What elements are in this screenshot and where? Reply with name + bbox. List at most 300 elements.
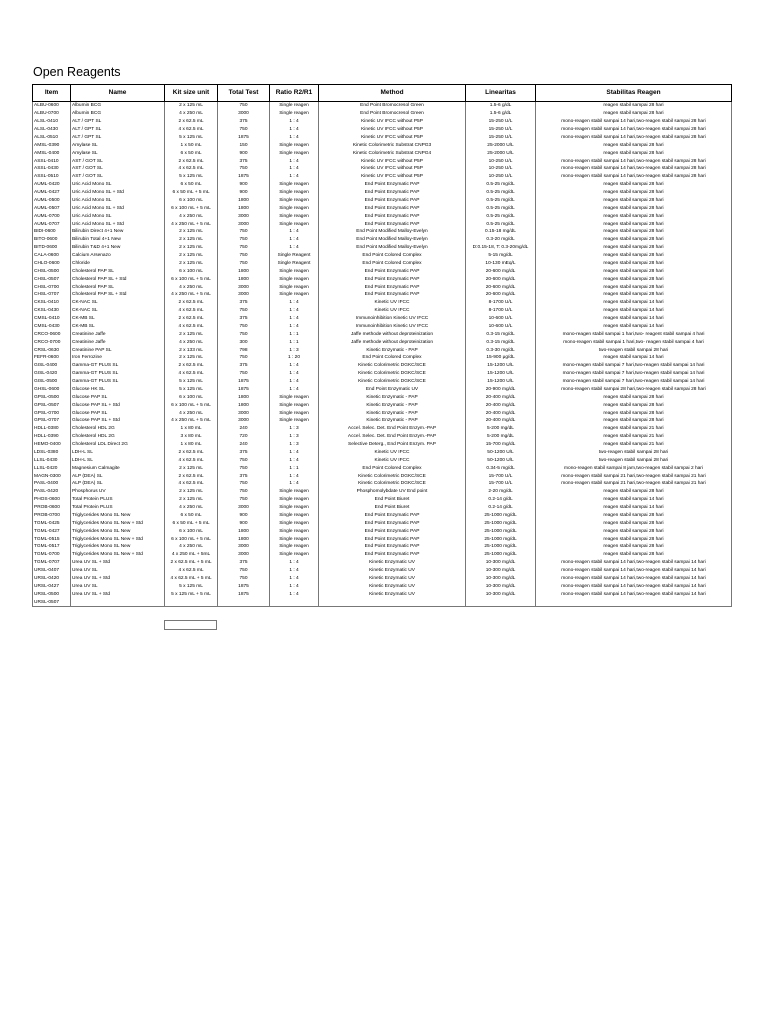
col-header-method: Method: [319, 85, 466, 102]
cell-name: Albumin BCG: [71, 110, 165, 118]
cell-item: ALSL-0410: [33, 118, 71, 126]
cell-total-test: 3000: [218, 551, 270, 559]
cell-method: End Point Enzymatic PAP: [319, 535, 466, 543]
cell-total-test: 3000: [218, 417, 270, 425]
cell-total-test: 1875: [218, 590, 270, 598]
cell-linearitas: 15-700 mg/dL: [466, 441, 536, 449]
cell-method: Kinetic UV IFCC without P5P: [319, 165, 466, 173]
cell-total-test: 900: [218, 189, 270, 197]
cell-method: Kinetic UV IFCC: [319, 449, 466, 457]
cell-linearitas: 50-1200 U/L: [466, 456, 536, 464]
cell-ratio: Single reagen: [270, 181, 319, 189]
cell-total-test: 900: [218, 512, 270, 520]
cell-method: Kinetic Enzymatic - PAP: [319, 393, 466, 401]
table-row: [33, 409, 732, 417]
cell-stabilitas: reagen stabil sampai 14 hari: [536, 504, 732, 512]
table-row: [33, 472, 732, 480]
cell-total-test: 798: [218, 346, 270, 354]
cell-item: AUML-0427: [33, 189, 71, 197]
cell-name: Chloride: [71, 260, 165, 268]
cell-kit-size: 6 x 100 mL: [165, 393, 218, 401]
cell-name: Cholesterol PAP SL + Std: [71, 275, 165, 283]
table-row: [33, 307, 732, 315]
cell-linearitas: 25-2000 U/L: [466, 141, 536, 149]
cell-name: Iron Ferrozine: [71, 354, 165, 362]
cell-name: CK-MB SL: [71, 315, 165, 323]
cell-method: End Point Modified Malloy-Evelyn: [319, 228, 466, 236]
col-header-ratio: Ratio R2/R1: [270, 85, 319, 102]
cell-ratio: 1 : 1: [270, 338, 319, 346]
cell-name: AST / GOT SL: [71, 165, 165, 173]
cell-stabilitas: mono-reagen stabil sampai 14 hari,two-reagen stabil sampai 14 hari: [536, 567, 732, 575]
cell-total-test: 1800: [218, 535, 270, 543]
cell-stabilitas: mono-reagen stabil sampai 7 hari,two-reagen stabil sampai 14 hari: [536, 370, 732, 378]
cell-item: ALBU-0600: [33, 102, 71, 110]
cell-total-test: 750: [218, 354, 270, 362]
cell-linearitas: 15-250 U/L: [466, 118, 536, 126]
cell-kit-size: 6 x 50 mL: [165, 149, 218, 157]
cell-method: End Point Enzymatic PAP: [319, 212, 466, 220]
cell-item: GISL-0500: [33, 378, 71, 386]
cell-name: Amylase SL: [71, 149, 165, 157]
cell-total-test: 1800: [218, 393, 270, 401]
cell-method: Kinetic UV IFCC without P5P: [319, 118, 466, 126]
cell-method: End Point Colored Complex: [319, 354, 466, 362]
cell-method: Kinetic Colorimetric Substrat CNPG3: [319, 141, 466, 149]
cell-stabilitas: reagen stabil sampai 28 hari: [536, 417, 732, 425]
cell-linearitas: 10-300 mg/dL: [466, 559, 536, 567]
cell-method: Kinetic Colorimetric DGKC/SCE: [319, 362, 466, 370]
cell-stabilitas: reagen stabil sampai 28 hari: [536, 551, 732, 559]
table-row: [33, 315, 732, 323]
cell-total-test: 375: [218, 157, 270, 165]
cell-ratio: 1 : 4: [270, 362, 319, 370]
cell-ratio: 1 : 4: [270, 134, 319, 142]
cell-kit-size: 1 x 80 mL: [165, 441, 218, 449]
cell-linearitas: 0.5-25 mg/dL: [466, 197, 536, 205]
cell-name: Creatinine PAP SL: [71, 346, 165, 354]
cell-item: URSL-0500: [33, 590, 71, 598]
cell-total-test: 375: [218, 559, 270, 567]
table-row: [33, 252, 732, 260]
table-row: [33, 165, 732, 173]
cell-item: AUML-0500: [33, 197, 71, 205]
cell-ratio: Single reagen: [270, 401, 319, 409]
table-row: [33, 519, 732, 527]
cell-ratio: 1 : 4: [270, 118, 319, 126]
cell-ratio: Single reagen: [270, 527, 319, 535]
cell-name: Glucose HK SL: [71, 386, 165, 394]
cell-stabilitas: reagen stabil sampai 28 hari: [536, 236, 732, 244]
table-row: [33, 330, 732, 338]
cell-total-test: 3000: [218, 504, 270, 512]
table-row: [33, 456, 732, 464]
cell-kit-size: 5 x 125 mL: [165, 134, 218, 142]
cell-kit-size: 2 x 62.5 mL: [165, 157, 218, 165]
cell-method: Accel. Selec. Det. End Point Enzym.-PAP: [319, 425, 466, 433]
cell-name: Bilirubin Total 4+1 New: [71, 236, 165, 244]
cell-kit-size: 6 x 100 mL + 5 mL: [165, 204, 218, 212]
cell-name: Glucose PAP SL + Std: [71, 417, 165, 425]
cell-name: ALP (DEA) SL: [71, 472, 165, 480]
cell-method: Kinetic Enzymatic UV: [319, 575, 466, 583]
table-row: [33, 157, 732, 165]
cell-linearitas: 2-20 mg/dL: [466, 488, 536, 496]
cell-ratio: Single reagen: [270, 220, 319, 228]
table-row: [33, 291, 732, 299]
cell-item: GISL-0400: [33, 362, 71, 370]
cell-kit-size: 5 x 125 mL: [165, 582, 218, 590]
cell-kit-size: 4 x 62.5 mL: [165, 307, 218, 315]
cell-total-test: 750: [218, 165, 270, 173]
cell-name: Urea UV SL + Std: [71, 559, 165, 567]
cell-ratio: 1 : 4: [270, 244, 319, 252]
cell-linearitas: 10-300 mg/dL: [466, 575, 536, 583]
cell-linearitas: 20-400 mg/dL: [466, 393, 536, 401]
cell-ratio: 1 : 1: [270, 330, 319, 338]
cell-stabilitas: reagen stabil sampai 28 hari: [536, 204, 732, 212]
cell-method: Kinetic UV IFCC without P5P: [319, 173, 466, 181]
cell-item: HEMO-0400: [33, 441, 71, 449]
table-row: [33, 575, 732, 583]
cell-ratio: 1 : 20: [270, 354, 319, 362]
cell-name: Cholesterol LDL Direct 2G: [71, 441, 165, 449]
cell-kit-size: 6 x 50 mL + 5 mL: [165, 519, 218, 527]
cell-method: Kinetic Colorimetric DGKC/SCE: [319, 370, 466, 378]
cell-name: Magnesium Calmagite: [71, 464, 165, 472]
cell-item: TGML-0517: [33, 543, 71, 551]
cell-name: ALT / GPT SL: [71, 134, 165, 142]
cell-stabilitas: [536, 598, 732, 606]
cell-total-test: 375: [218, 472, 270, 480]
cell-item: TGML-0707: [33, 559, 71, 567]
cell-ratio: Single reagen: [270, 212, 319, 220]
cell-total-test: 375: [218, 449, 270, 457]
cell-name: Creatinine Jaffe: [71, 330, 165, 338]
cell-name: Gamma-GT PLUS SL: [71, 370, 165, 378]
cell-ratio: 1 : 4: [270, 299, 319, 307]
table-row: [33, 504, 732, 512]
cell-stabilitas: mono-reagen stabil sampai 28 hari,two-reagen stabil sampai 28 hari: [536, 386, 732, 394]
cell-method: End Point Colored Complex: [319, 464, 466, 472]
cell-linearitas: 15-1200 U/L: [466, 370, 536, 378]
cell-name: Uric Acid Mono SL: [71, 197, 165, 205]
col-header-kit-size: Kit size unit: [165, 85, 218, 102]
cell-name: Urea UV SL: [71, 582, 165, 590]
cell-total-test: 750: [218, 456, 270, 464]
cell-linearitas: 20-400 mg/dL: [466, 417, 536, 425]
table-row: [33, 417, 732, 425]
cell-method: Kinetic Enzymatic UV: [319, 559, 466, 567]
table-row: [33, 149, 732, 157]
table-row: [33, 401, 732, 409]
table-row: [33, 496, 732, 504]
table-row: [33, 567, 732, 575]
cell-name: Cholesterol HDL 2G: [71, 425, 165, 433]
cell-item: PASL-0400: [33, 480, 71, 488]
table-row: [33, 228, 732, 236]
cell-total-test: 3000: [218, 283, 270, 291]
cell-total-test: 375: [218, 315, 270, 323]
cell-item: URSL-0427: [33, 582, 71, 590]
cell-item: CHSL-0500: [33, 267, 71, 275]
cell-linearitas: 10-250 U/L: [466, 165, 536, 173]
cell-method: Kinetic UV IFCC: [319, 307, 466, 315]
cell-kit-size: 2 x 125 mL: [165, 228, 218, 236]
cell-name: Glucose PAP SL: [71, 409, 165, 417]
cell-kit-size: 2 x 62.5 mL: [165, 449, 218, 457]
cell-stabilitas: mono-reagen stabil sampai 8 jam,two-reagen stabil sampai 2 hari: [536, 464, 732, 472]
cell-total-test: 1800: [218, 267, 270, 275]
cell-kit-size: 2 x 125 mL: [165, 260, 218, 268]
cell-ratio: Single reagen: [270, 543, 319, 551]
cell-stabilitas: reagen stabil sampai 28 hari: [536, 141, 732, 149]
cell-item: LLSL-0430: [33, 456, 71, 464]
cell-ratio: 1 : 4: [270, 567, 319, 575]
cell-ratio: Single reagen: [270, 204, 319, 212]
cell-kit-size: 2 x 125 mL: [165, 464, 218, 472]
table-row: [33, 267, 732, 275]
cell-kit-size: 4 x 62.5 mL: [165, 126, 218, 134]
cell-stabilitas: mono-reagen stabil sampai 14 hari,two-reagen stabil sampai 14 hari: [536, 590, 732, 598]
cell-linearitas: 10-250 U/L: [466, 173, 536, 181]
cell-ratio: 1 : 4: [270, 559, 319, 567]
cell-stabilitas: reagen stabil sampai 28 hari: [536, 102, 732, 110]
cell-kit-size: 2 x 125 mL: [165, 252, 218, 260]
cell-linearitas: 0.2-14 g/dL: [466, 496, 536, 504]
cell-stabilitas: reagen stabil sampai 28 hari: [536, 189, 732, 197]
cell-ratio: Single reagen: [270, 189, 319, 197]
cell-linearitas: 20-400 mg/dL: [466, 401, 536, 409]
cell-stabilitas: mono-reagen stabil sampai 7 hari,two-reagen stabil sampai 14 hari: [536, 362, 732, 370]
cell-name: Creatinine Jaffe: [71, 338, 165, 346]
cell-total-test: 1875: [218, 134, 270, 142]
table-row: [33, 543, 732, 551]
cell-kit-size: 4 x 250 mL + 5 mL: [165, 220, 218, 228]
cell-stabilitas: reagen stabil sampai 28 hari: [536, 519, 732, 527]
cell-linearitas: 25-1000 mg/dL: [466, 543, 536, 551]
cell-method: End Point Enzymatic PAP: [319, 275, 466, 283]
cell-kit-size: 5 x 125 mL: [165, 173, 218, 181]
cell-name: Urea UV SL: [71, 567, 165, 575]
cell-item: TGML-0427: [33, 527, 71, 535]
cell-ratio: 1 : 3: [270, 425, 319, 433]
cell-method: End Point Enzymatic PAP: [319, 512, 466, 520]
cell-item: ASSL-0510: [33, 173, 71, 181]
cell-linearitas: 25-2000 U/L: [466, 149, 536, 157]
cell-name: Triglycerides Mono SL New: [71, 543, 165, 551]
table-row: [33, 189, 732, 197]
cell-name: Phosphorus UV: [71, 488, 165, 496]
cell-ratio: 1 : 4: [270, 582, 319, 590]
cell-kit-size: 4 x 250 mL: [165, 212, 218, 220]
cell-linearitas: 0.5-25 mg/dL: [466, 181, 536, 189]
cell-item: AMSL-0400: [33, 149, 71, 157]
reagents-table: [32, 84, 732, 607]
cell-total-test: 375: [218, 299, 270, 307]
cell-method: End Point Enzymatic PAP: [319, 543, 466, 551]
cell-item: GISL-0420: [33, 370, 71, 378]
cell-total-test: 1800: [218, 204, 270, 212]
cell-name: Cholesterol PAP SL: [71, 283, 165, 291]
cell-method: Immunoinhibition Kinetic UV IFCC: [319, 315, 466, 323]
cell-linearitas: 25-1000 mg/dL: [466, 519, 536, 527]
cell-stabilitas: reagen stabil sampai 14 hari: [536, 323, 732, 331]
cell-kit-size: 4 x 250 mL + 5 mL: [165, 291, 218, 299]
cell-total-test: 900: [218, 181, 270, 189]
table-row: [33, 590, 732, 598]
cell-ratio: Single reagen: [270, 267, 319, 275]
cell-kit-size: 2 x 62.5 mL: [165, 362, 218, 370]
cell-total-test: 3000: [218, 110, 270, 118]
cell-stabilitas: reagen stabil sampai 28 hari: [536, 267, 732, 275]
cell-stabilitas: reagen stabil sampai 14 hari: [536, 299, 732, 307]
cell-method: Kinetic Enzymatic - PAP: [319, 409, 466, 417]
cell-name: Uric Acid Mono SL + Std: [71, 189, 165, 197]
cell-stabilitas: mono-reagen stabil sampai 1 hari,two- reagent stabil sampai 4 hari: [536, 330, 732, 338]
cell-stabilitas: mono-reagen stabil sampai 14 hari,two-reagen stabil sampai 28 hari: [536, 165, 732, 173]
cell-total-test: 900: [218, 149, 270, 157]
table-row: [33, 346, 732, 354]
cell-item: GPSL-0707: [33, 417, 71, 425]
cell-item: CMSL-0430: [33, 323, 71, 331]
cell-method: Kinetic Enzymatic - PAP: [319, 346, 466, 354]
cell-stabilitas: mono-reagen stabil sampai 21 hari,two-reagen stabil sampai 21 hari: [536, 472, 732, 480]
cell-linearitas: 50-1200 U/L: [466, 449, 536, 457]
cell-linearitas: [466, 598, 536, 606]
cell-linearitas: 10-300 mg/dL: [466, 590, 536, 598]
cell-name: Urea UV SL + Std: [71, 575, 165, 583]
cell-item: CHSL-0507: [33, 275, 71, 283]
cell-total-test: 750: [218, 464, 270, 472]
cell-name: CK-NAC SL: [71, 299, 165, 307]
cell-method: Immunoinhibition Kinetic UV IFCC: [319, 323, 466, 331]
cell-name: Bilirubin Direct 4+1 New: [71, 228, 165, 236]
cell-kit-size: 2 x 62.5 mL: [165, 315, 218, 323]
cell-stabilitas: reagen stabil sampai 21 hari: [536, 433, 732, 441]
cell-method: End Point Modified Malloy-Evelyn: [319, 236, 466, 244]
table-row: [33, 173, 732, 181]
cell-linearitas: 10-250 U/L: [466, 157, 536, 165]
cell-linearitas: 10-300 mg/dL: [466, 582, 536, 590]
cell-name: Bilirubin T&D 4+1 New: [71, 244, 165, 252]
cell-stabilitas: mono-reagen stabil sampai 14 hari,two-reagen stabil sampai 28 hari: [536, 173, 732, 181]
cell-name: ALT / GPT SL: [71, 126, 165, 134]
cell-total-test: 750: [218, 323, 270, 331]
table-row: [33, 425, 732, 433]
cell-kit-size: 2 x 62.5 mL: [165, 299, 218, 307]
page-title: Open Reagents: [33, 65, 121, 79]
cell-ratio: Single reagen: [270, 551, 319, 559]
cell-name: Uric Acid Mono SL + Std: [71, 220, 165, 228]
cell-item: CKSL-0410: [33, 299, 71, 307]
cell-item: FEFR-0600: [33, 354, 71, 362]
cell-kit-size: 4 x 250 mL + 5 mL: [165, 417, 218, 425]
cell-ratio: Single reagen: [270, 291, 319, 299]
cell-method: Jaffe methode without deproteinization: [319, 330, 466, 338]
cell-kit-size: 2 x 125 mL: [165, 488, 218, 496]
cell-ratio: 1 : 1: [270, 464, 319, 472]
cell-stabilitas: reagen stabil sampai 28 hari: [536, 252, 732, 260]
cell-name: Amylase SL: [71, 141, 165, 149]
cell-ratio: 1 : 4: [270, 315, 319, 323]
cell-method: Kinetic Enzymatic - PAP: [319, 401, 466, 409]
cell-stabilitas: reagen stabil sampai 28 hari: [536, 527, 732, 535]
cell-linearitas: 0.3-30 mg/dL: [466, 346, 536, 354]
cell-item: CRCO-0700: [33, 338, 71, 346]
cell-linearitas: 15-1200 U/L: [466, 362, 536, 370]
cell-kit-size: 3 x 80 mL: [165, 433, 218, 441]
cell-linearitas: 20-400 mg/dL: [466, 409, 536, 417]
cell-kit-size: 5 x 125 mL: [165, 386, 218, 394]
cell-ratio: 1 : 4: [270, 323, 319, 331]
cell-item: CKSL-0430: [33, 307, 71, 315]
cell-kit-size: 2 x 125 mL: [165, 236, 218, 244]
cell-item: GPSL-0500: [33, 393, 71, 401]
cell-total-test: 3000: [218, 543, 270, 551]
table-row: [33, 110, 732, 118]
cell-kit-size: 1 x 80 mL: [165, 425, 218, 433]
cell-method: End Point Enzymatic PAP: [319, 181, 466, 189]
col-header-name: Name: [71, 85, 165, 102]
cell-name: LDH-L SL: [71, 449, 165, 457]
cell-total-test: 750: [218, 496, 270, 504]
cell-stabilitas: reagen stabil sampai 28 hari: [536, 543, 732, 551]
table-row: [33, 393, 732, 401]
cell-item: AUML-0507: [33, 204, 71, 212]
cell-kit-size: 2 x 62.5 mL: [165, 472, 218, 480]
cell-method: Kinetic Colorimetric DGKC/SCE: [319, 472, 466, 480]
table-row: [33, 386, 732, 394]
cell-kit-size: 6 x 50 mL: [165, 181, 218, 189]
cell-kit-size: 4 x 62.5 mL: [165, 323, 218, 331]
cell-linearitas: 20-900 mg/dL: [466, 386, 536, 394]
cell-method: Jaffe methode without deproteinization: [319, 338, 466, 346]
table-row: [33, 275, 732, 283]
cell-method: End Point Enzymatic PAP: [319, 527, 466, 535]
cell-ratio: Single reagen: [270, 110, 319, 118]
cell-method: End Point Enzymatic PAP: [319, 197, 466, 205]
cell-method: End Point Modified Malloy-Evelyn: [319, 244, 466, 252]
cell-stabilitas: reagen stabil sampai 28 hari: [536, 260, 732, 268]
cell-kit-size: 4 x 250 mL: [165, 504, 218, 512]
cell-total-test: 150: [218, 141, 270, 149]
cell-method: Kinetic Enzymatic UV: [319, 567, 466, 575]
cell-method: Kinetic Colorimetric DGKC/SCE: [319, 480, 466, 488]
cell-kit-size: 4 x 62.5 mL: [165, 165, 218, 173]
cell-item: TGML-0425: [33, 519, 71, 527]
cell-kit-size: [165, 598, 218, 606]
cell-linearitas: 20-600 mg/dL: [466, 283, 536, 291]
cell-ratio: 1 : 4: [270, 590, 319, 598]
cell-method: Selective Deterg., End Point Enzym. PAP: [319, 441, 466, 449]
cell-ratio: 1 : 4: [270, 173, 319, 181]
cell-stabilitas: reagen stabil sampai 14 hari: [536, 315, 732, 323]
table-row: [33, 236, 732, 244]
cell-method: End Point Enzymatic PAP: [319, 220, 466, 228]
cell-ratio: Single reagen: [270, 519, 319, 527]
cell-linearitas: 20-600 mg/dL: [466, 291, 536, 299]
cell-total-test: 1875: [218, 173, 270, 181]
cell-stabilitas: reagen stabil sampai 28 hari: [536, 275, 732, 283]
cell-stabilitas: reagen stabil sampai 28 hari: [536, 409, 732, 417]
cell-total-test: 900: [218, 519, 270, 527]
cell-ratio: 1 : 4: [270, 165, 319, 173]
cell-stabilitas: two-reagen stabil sampai 28 hari: [536, 346, 732, 354]
table-row: [33, 378, 732, 386]
cell-ratio: Single reagen: [270, 535, 319, 543]
cell-total-test: 750: [218, 370, 270, 378]
